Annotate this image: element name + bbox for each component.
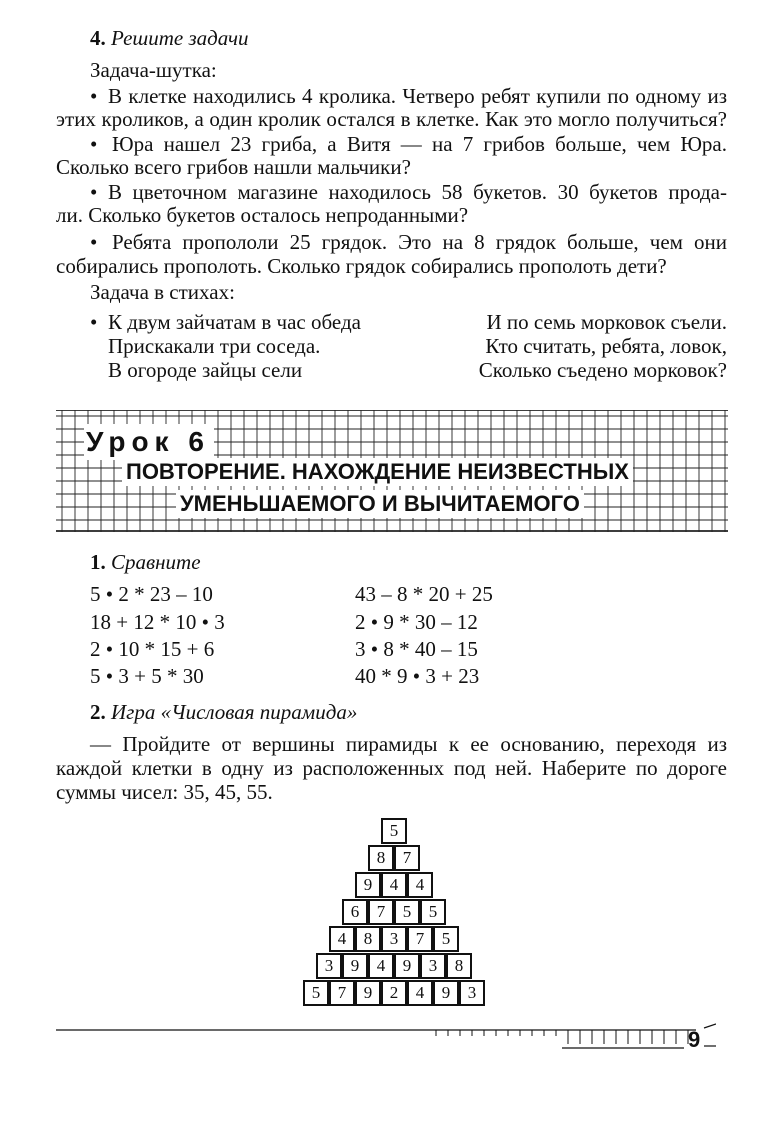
task1-heading (90, 550, 201, 574)
lesson-label: Урок 6 (84, 424, 214, 460)
pyramid-cell: 9 (355, 980, 381, 1006)
pyramid-cell: 2 (381, 980, 407, 1006)
poem-line: И по семь морковок съели. (486, 310, 727, 334)
pyramid-cell: 7 (407, 926, 433, 952)
task-text-line: суммы чисел: 35, 45, 55. (56, 780, 273, 804)
pyramid-cell: 5 (433, 926, 459, 952)
pyramid-cell: 7 (329, 980, 355, 1006)
poem-line: Прискакали три соседа. (108, 334, 321, 358)
expression: 2 • 9 * 30 – 12 (355, 610, 478, 634)
expression: 5 • 3 + 5 * 30 (90, 664, 204, 688)
expression: 5 • 2 * 23 – 10 (90, 582, 213, 606)
expression: 40 * 9 • 3 + 23 (355, 664, 480, 688)
page-number: 9 (688, 1027, 701, 1052)
expression: 18 + 12 * 10 • 3 (90, 610, 225, 634)
pyramid-cell: 4 (407, 980, 433, 1006)
pyramid-cell: 8 (446, 953, 472, 979)
pyramid-cell: 9 (433, 980, 459, 1006)
pyramid-cell: 3 (459, 980, 485, 1006)
pyramid-cell: 9 (355, 872, 381, 898)
expression: 3 • 8 * 40 – 15 (355, 637, 478, 661)
task-text-line: ли. Сколько букетов осталось непроданными? (56, 203, 469, 227)
bullet: • (90, 230, 98, 254)
task2-number: 2. (90, 700, 106, 724)
task1-number: 1. (90, 550, 106, 574)
pyramid-cell: 5 (394, 899, 420, 925)
pyramid-cell: 7 (394, 845, 420, 871)
pyramid-cell: 4 (368, 953, 394, 979)
lesson-topic-line: УМЕНЬШАЕМОГО И ВЫЧИТАЕМОГО (176, 490, 584, 518)
task4-number: 4. (90, 26, 106, 50)
task-text-line: этих кроликов, а один кролик остался в клетке. Как это могло получиться? (56, 107, 727, 131)
task-text-line: В клетке находились 4 кролика. Четверо ребят купили по одному из (108, 84, 727, 108)
task-text-line: Ребята пропололи 25 грядок. Это на 8 грядок больше, чем они (112, 230, 727, 254)
task4-title: Решите задачи (111, 26, 249, 50)
bullet: • (90, 132, 98, 156)
pyramid-cell: 9 (342, 953, 368, 979)
pyramid-cell: 8 (368, 845, 394, 871)
task2-heading (90, 700, 357, 724)
pyramid-cell: 3 (316, 953, 342, 979)
pyramid-cell: 3 (420, 953, 446, 979)
task-text-line: собирались прополоть. Сколько грядок собирались прополоть дети? (56, 254, 667, 278)
pyramid-cell: 6 (342, 899, 368, 925)
bullet: • (90, 84, 98, 108)
pyramid-cell: 4 (329, 926, 355, 952)
task-text-line: каждой клетки в одну из расположенных под ней. Наберите по дороге (56, 756, 727, 780)
poem-line: Сколько съедено морковок? (478, 358, 727, 382)
pyramid-cell: 5 (381, 818, 407, 844)
poem-line: К двум зайчатам в час обеда (108, 310, 361, 334)
joke-task-heading: Задача-шутка: (90, 58, 217, 82)
task4-heading (90, 26, 249, 50)
pyramid-cell: 8 (355, 926, 381, 952)
pyramid-cell: 4 (407, 872, 433, 898)
lesson-banner (56, 410, 728, 532)
task-text-line: Сколько всего грибов нашли мальчики? (56, 155, 411, 179)
poem-task-heading: Задача в стихах: (90, 280, 235, 304)
task2-title: Игра «Числовая пирамида» (111, 700, 358, 724)
pyramid-cell: 5 (420, 899, 446, 925)
pyramid-cell: 4 (381, 872, 407, 898)
expression: 43 – 8 * 20 + 25 (355, 582, 493, 606)
task-text-line: — Пройдите от вершины пирамиды к ее основанию, переходя из (90, 732, 727, 756)
footer-rule (56, 1020, 716, 1060)
bullet: • (90, 180, 98, 204)
bullet: • (90, 310, 98, 334)
poem-line: Кто считать, ребята, ловок, (485, 334, 727, 358)
expression: 2 • 10 * 15 + 6 (90, 637, 215, 661)
pyramid-cell: 7 (368, 899, 394, 925)
task-text-line: В цветочном магазине находилось 58 букетов. 30 букетов прода- (108, 180, 727, 204)
task1-title: Сравните (111, 550, 201, 574)
lesson-topic-line: ПОВТОРЕНИЕ. НАХОЖДЕНИЕ НЕИЗВЕСТНЫХ (122, 458, 633, 486)
pyramid-cell: 5 (303, 980, 329, 1006)
pyramid-cell: 9 (394, 953, 420, 979)
poem-line: В огороде зайцы сели (108, 358, 303, 382)
pyramid-cell: 3 (381, 926, 407, 952)
task-text-line: Юра нашел 23 гриба, а Витя — на 7 грибов больше, чем Юра. (112, 132, 727, 156)
